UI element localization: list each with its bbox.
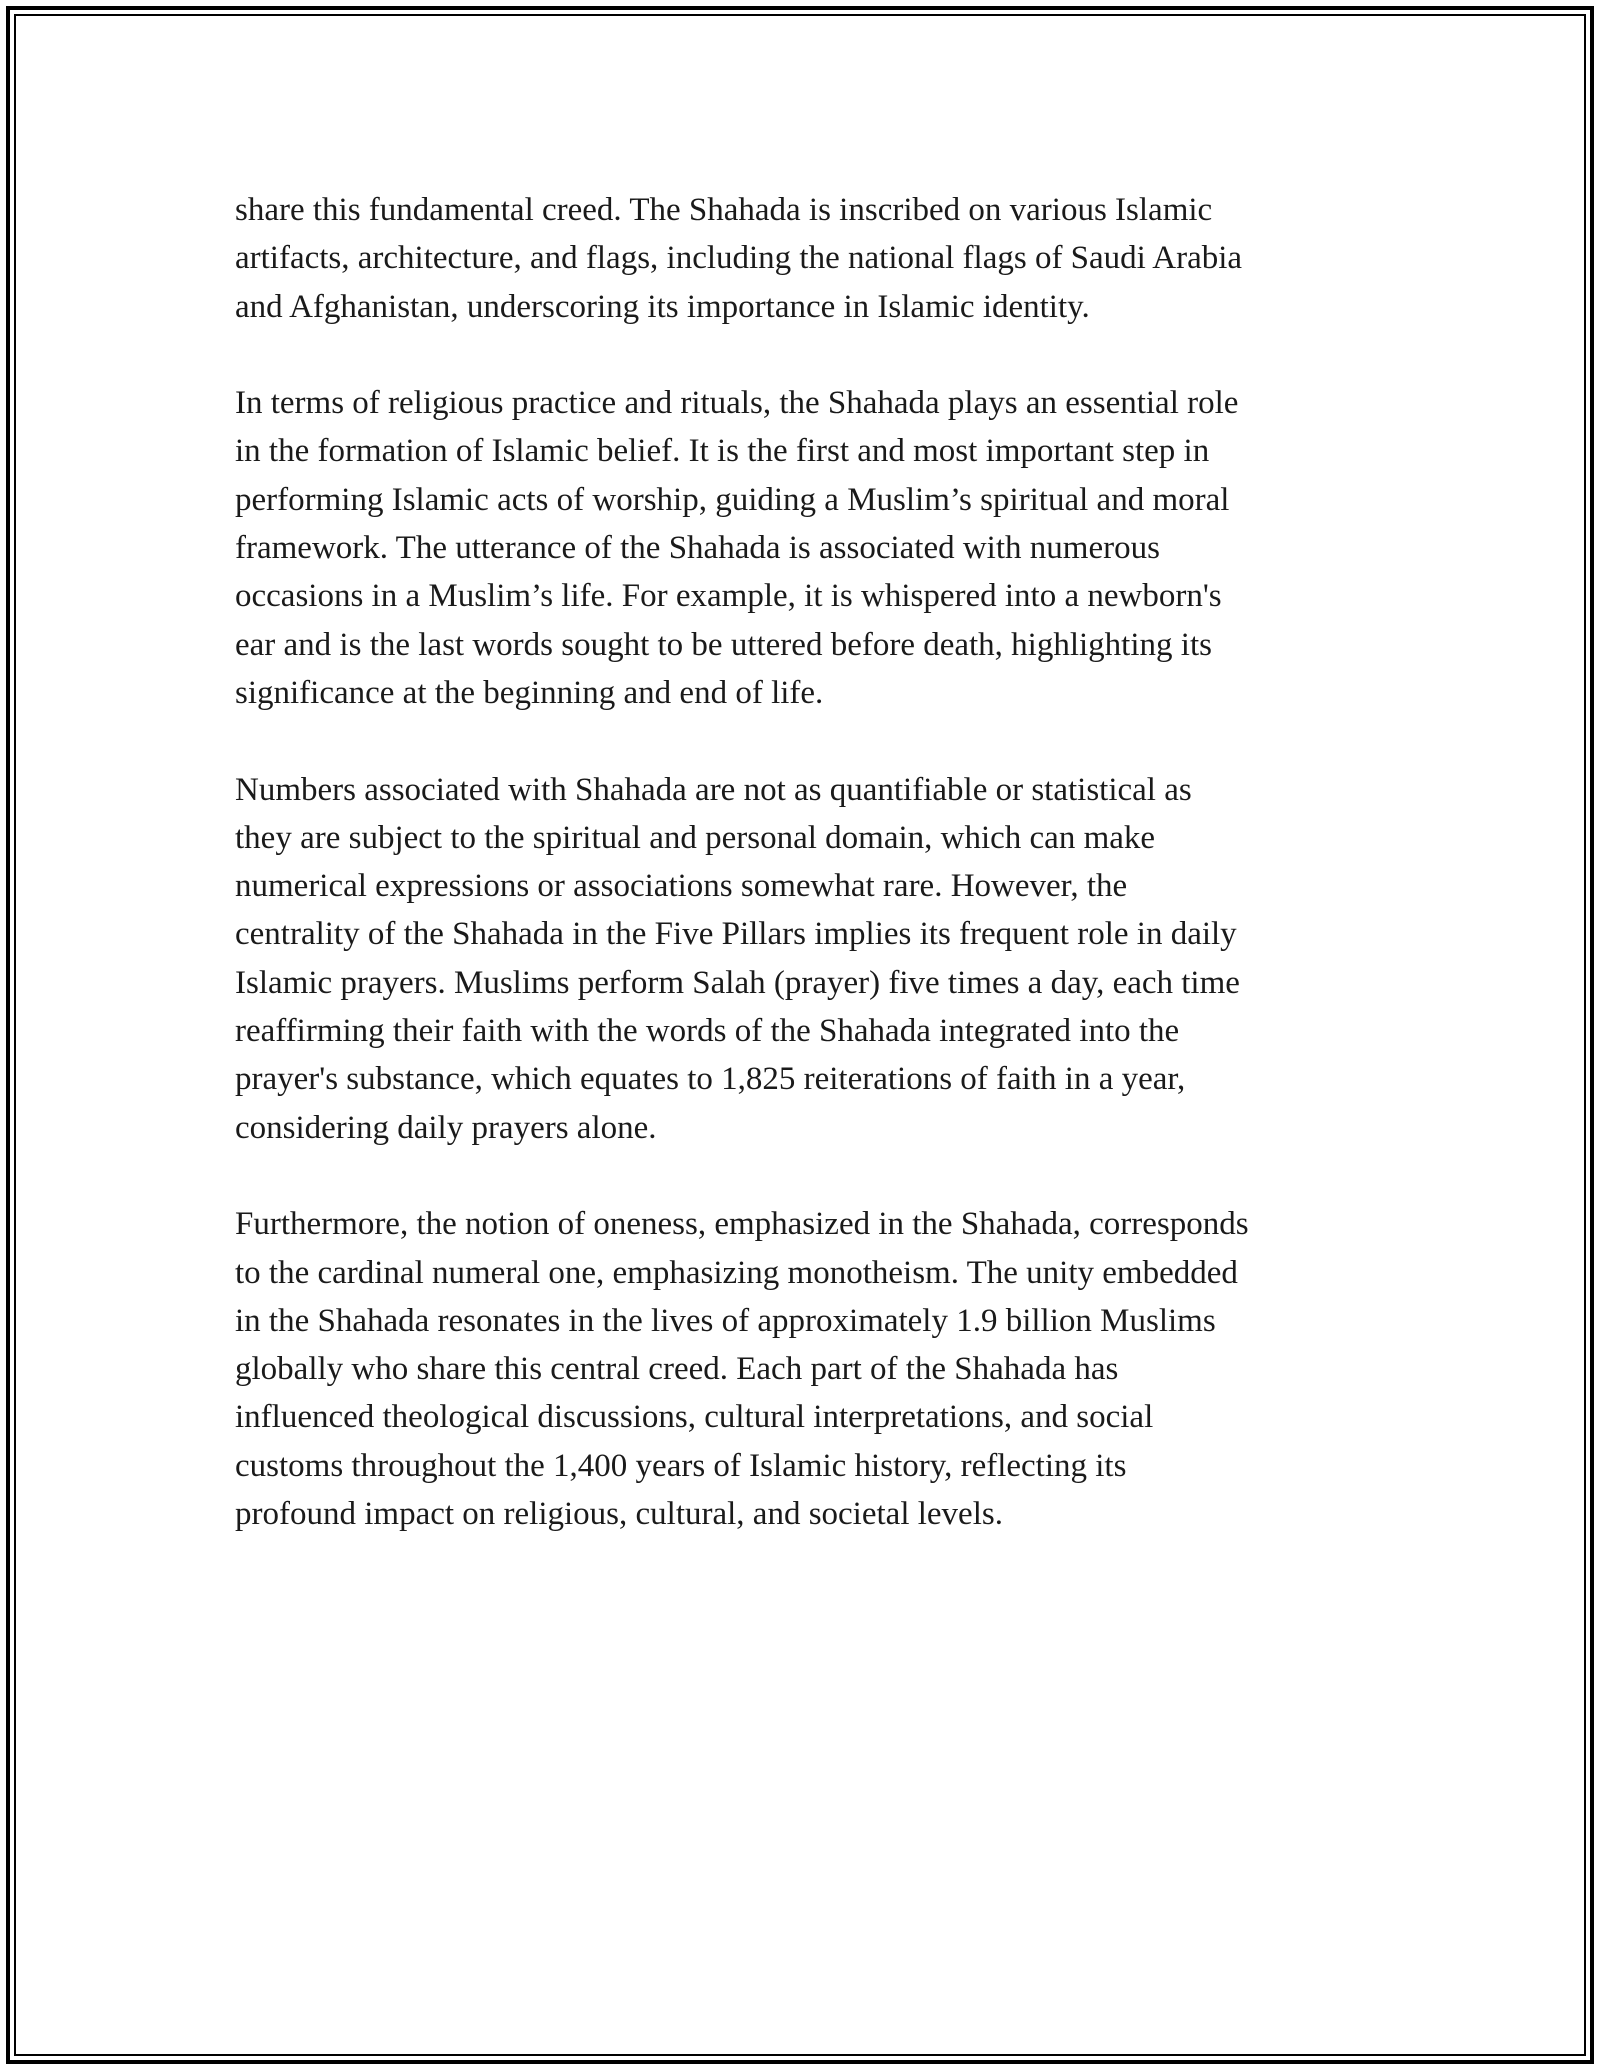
text-line: considering daily prayers alone. (235, 1109, 657, 1146)
text-line: in the Shahada resonates in the lives of approximately 1.9 billion Muslims (235, 1302, 1216, 1339)
paragraph (235, 186, 1385, 331)
paragraph (235, 1200, 1385, 1538)
text-line: in the formation of Islamic belief. It is the first and most important step in (235, 433, 1210, 470)
text-line: occasions in a Muslim’s life. For example, it is whispered into a newborn's (235, 578, 1222, 615)
text-line: reaffirming their faith with the words of the Shahada integrated into the (235, 1013, 1180, 1050)
document-body (235, 186, 1385, 1587)
text-line: artifacts, architecture, and flags, including the national flags of Saudi Arabia (235, 240, 1243, 277)
text-line: profound impact on religious, cultural, and societal levels. (235, 1496, 1003, 1533)
text-line: prayer's substance, which equates to 1,825 reiterations of faith in a year, (235, 1061, 1186, 1098)
text-line: to the cardinal numeral one, emphasizing monotheism. The unity embedded (235, 1254, 1238, 1291)
text-line: performing Islamic acts of worship, guiding a Muslim’s spiritual and moral (235, 481, 1230, 518)
text-line: In terms of religious practice and rituals, the Shahada plays an essential role (235, 385, 1239, 422)
text-line: influenced theological discussions, cultural interpretations, and social (235, 1399, 1154, 1436)
text-line: framework. The utterance of the Shahada is associated with numerous (235, 530, 1160, 567)
text-line: Numbers associated with Shahada are not as quantifiable or statistical as (235, 771, 1192, 808)
paragraph (235, 379, 1385, 717)
text-line: ear and is the last words sought to be uttered before death, highlighting its (235, 626, 1212, 663)
text-line: and Afghanistan, underscoring its importance in Islamic identity. (235, 288, 1090, 325)
paragraph (235, 766, 1385, 1152)
text-line: centrality of the Shahada in the Five Pillars implies its frequent role in daily (235, 916, 1237, 953)
text-line: share this fundamental creed. The Shahada is inscribed on various Islamic (235, 192, 1213, 228)
text-line: customs throughout the 1,400 years of Islamic history, reflecting its (235, 1447, 1127, 1484)
text-line: Furthermore, the notion of oneness, emphasized in the Shahada, corresponds (235, 1206, 1249, 1243)
text-line: numerical expressions or associations somewhat rare. However, the (235, 868, 1128, 905)
text-line: they are subject to the spiritual and personal domain, which can make (235, 819, 1156, 856)
text-line: Islamic prayers. Muslims perform Salah (prayer) five times a day, each time (235, 964, 1240, 1001)
text-line: globally who share this central creed. Each part of the Shahada has (235, 1351, 1119, 1388)
text-line: significance at the beginning and end of life. (235, 674, 824, 711)
